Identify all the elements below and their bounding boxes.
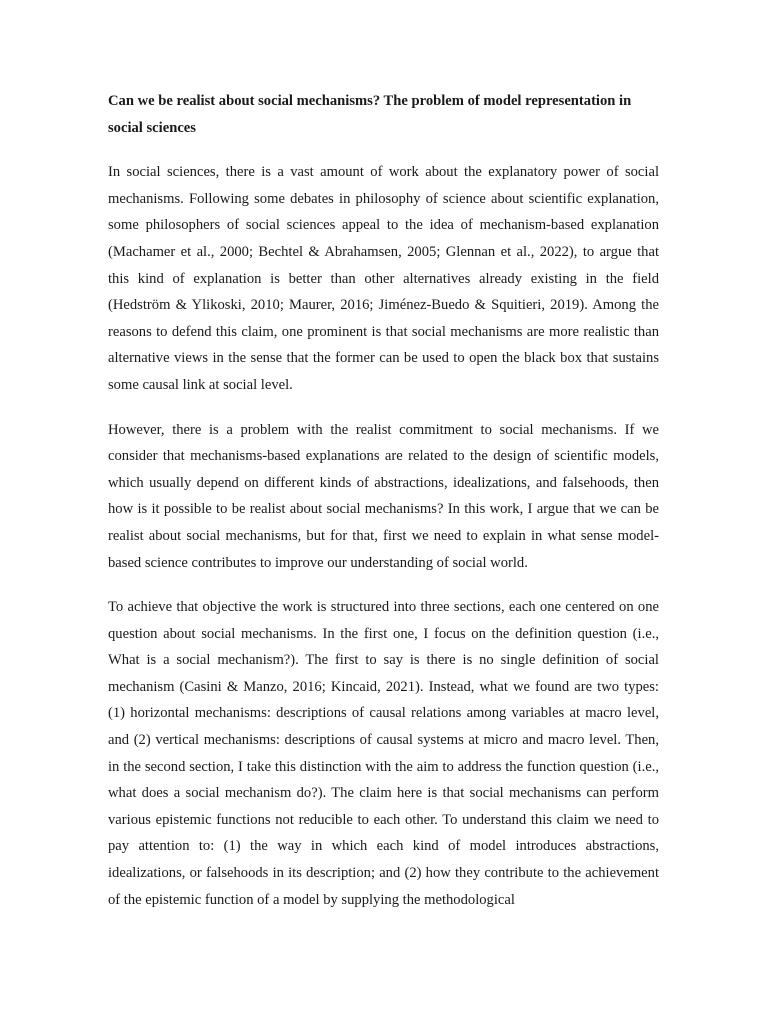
paragraph-problem: However, there is a problem with the realist commitment to social mechanisms. If we consider that mechanisms-based explanations are related to the design of scientific models, which usually depend on different kinds of abstractions, idealizations, and falsehoods, then how is it possible to be realist about social mechanisms? In this work, I argue that we can be realist about social mechanisms, but for that, first we need to explain in what sense model-based science contributes to improve our understanding of social world. [108, 421, 659, 571]
paragraph-structure: To achieve that objective the work is structured into three sections, each one centered on one question about social mechanisms. In the first one, I focus on the definition question (i.e., What is a social mechanism?). The first to say is there is no single definition of social mechanism (Casini & Manzo, 2016; Kincaid, 2021). Instead, what we found are two types: (1) horizontal mechanisms: descriptions of causal relations among variables at macro level, and (2) vertical mechanisms: descriptions of causal systems at micro and macro level. Then, in the second section, I take this distinction with the aim to address the function question (i.e., what does a social mechanism do?). The claim here is that social mechanisms can perform various epistemic functions not reducible to each other. To understand this claim we need to pay attention to: (1) the way in which each kind of model introduces abstractions, idealizations, or falsehoods in its description; and (2) how they contribute to the achievement of the epistemic function of a model by supplying the methodological [108, 599, 659, 908]
document-title: Can we be realist about social mechanisms? The problem of model representation in social sciences [108, 93, 632, 136]
paragraph-intro: In social sciences, there is a vast amount of work about the explanatory power of social mechanisms. Following some debates in philosophy of science about scientific explanation, some philosophers of social sciences appeal to the idea of mechanism-based explanation (Machamer et al., 2000; Bechtel & Abrahamsen, 2005; Glennan et al., 2022), to argue that this kind of explanation is better than other alternatives already existing in the field (Hedström & Ylikoski, 2010; Maurer, 2016; Jiménez-Buedo & Squitieri, 2019). Among the reasons to defend this claim, one prominent is that social mechanisms are more realistic than alternative views in the sense that the former can be used to open the black box that sustains some causal link at social level. [108, 164, 659, 393]
document-page [108, 88, 659, 931]
